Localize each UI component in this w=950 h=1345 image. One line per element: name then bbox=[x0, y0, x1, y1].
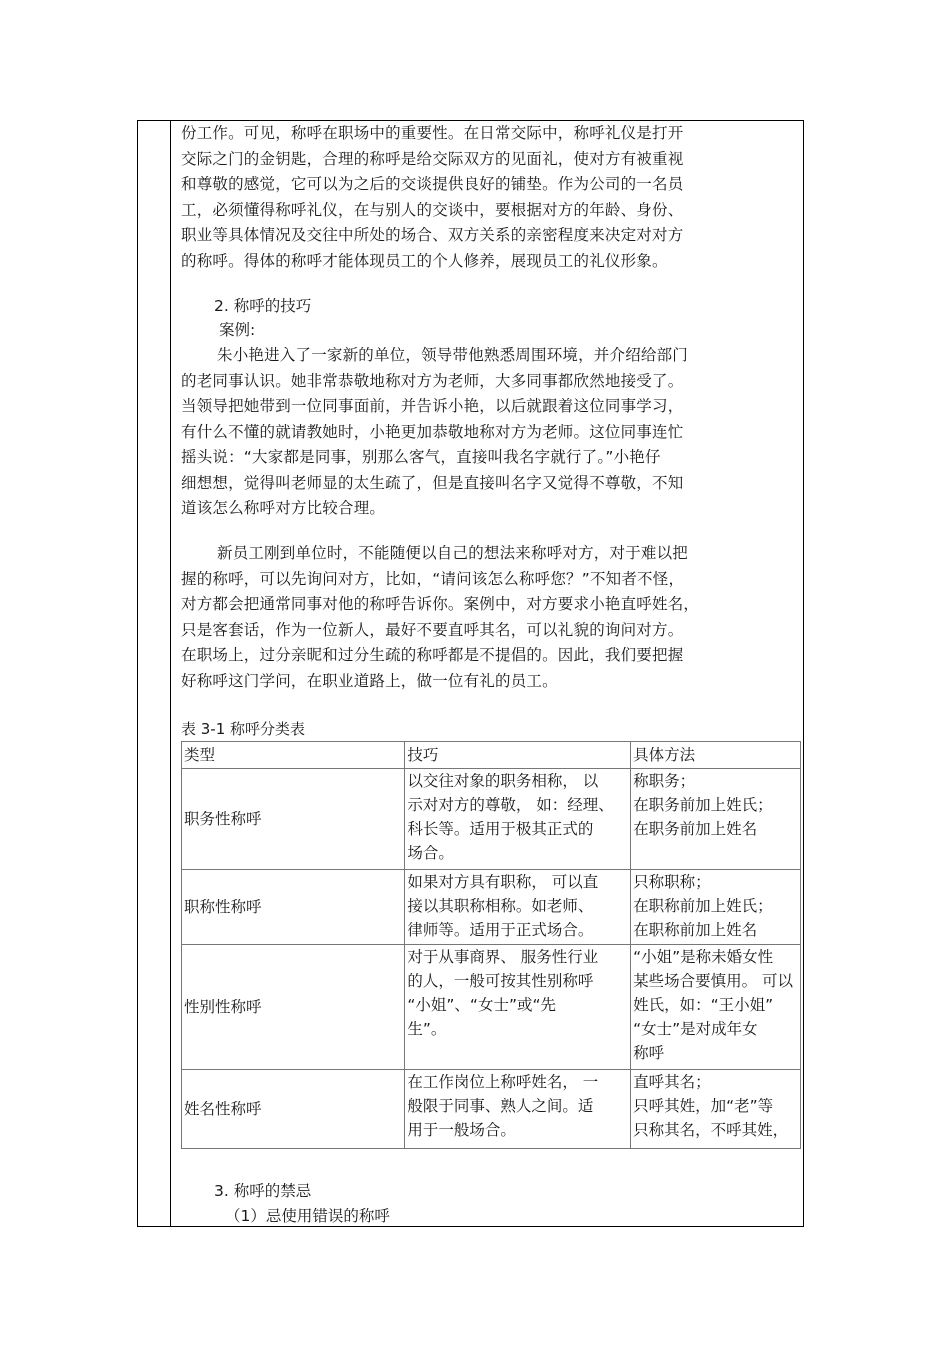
cell-method bbox=[631, 945, 801, 1070]
cell-line: 在工作岗位上称呼姓名， 一 bbox=[407, 1073, 599, 1091]
cell-method bbox=[631, 769, 801, 870]
analysis-paragraph bbox=[181, 541, 761, 694]
section-2-heading: 2. 称呼的技巧 bbox=[214, 297, 312, 315]
cell-line: 生”。 bbox=[407, 1020, 447, 1038]
document-frame bbox=[137, 120, 804, 1227]
analysis-line: 握的称呼，可以先询问对方，比如，“请问该怎么称呼您？”不知者不怪， bbox=[181, 569, 685, 588]
case-line: 当领导把她带到一位同事面前，并告诉小艳，以后就跟着这位同事学习， bbox=[181, 397, 684, 415]
analysis-line: 新员工刚到单位时，不能随便以自己的想法来称呼对方，对于难以把 bbox=[217, 544, 689, 562]
intro-line: 职业等具体情况及交往中所处的场合、双方关系的亲密程度来决定对对方 bbox=[181, 226, 684, 244]
analysis-line: 对方都会把通常同事对他的称呼告诉你。案例中，对方要求小艳直呼姓名， bbox=[181, 595, 700, 613]
section-3-subheading: （1）忌使用错误的称呼 bbox=[225, 1207, 390, 1225]
intro-paragraph bbox=[181, 121, 761, 274]
cell-line: 用于一般场合。 bbox=[407, 1121, 516, 1139]
cell-line: 如果对方具有职称， 可以直 bbox=[407, 873, 599, 891]
cell-line: 的人，一般可按其性别称呼 bbox=[407, 972, 594, 990]
cell-line: 只呼其姓，加“老”等 bbox=[633, 1097, 774, 1115]
cell-line: 场合。 bbox=[407, 844, 454, 862]
case-line: 有什么不懂的就请教她时，小艳更加恭敬地称对方为老师。这位同事连忙 bbox=[181, 422, 684, 441]
case-line: 朱小艳进入了一家新的单位，领导带他熟悉周围环境，并介绍给部门 bbox=[217, 346, 689, 364]
header-skill: 技巧 bbox=[405, 742, 631, 769]
cell-method bbox=[631, 870, 801, 945]
table-row bbox=[182, 870, 801, 945]
cell-line: 以交往对象的职务相称， 以 bbox=[407, 772, 599, 790]
cell-line: 科长等。适用于极其正式的 bbox=[407, 820, 594, 838]
header-type: 类型 bbox=[182, 742, 405, 769]
cell-line: 接以其职称相称。如老师、 bbox=[407, 897, 594, 915]
cell-line: 称职务； bbox=[633, 772, 696, 790]
cell-line: 称呼 bbox=[633, 1044, 665, 1062]
cell-line: “小姐”是称未婚女性 bbox=[633, 948, 774, 966]
intro-line: 份工作。可见，称呼在职场中的重要性。在日常交际中，称呼礼仪是打开 bbox=[181, 124, 684, 142]
left-margin-column bbox=[138, 121, 171, 1226]
intro-line: 交际之门的金钥匙，合理的称呼是给交际双方的见面礼，使对方有被重视 bbox=[181, 149, 684, 168]
cell-line: “女士”是对成年女 bbox=[633, 1020, 758, 1038]
cell-type: 姓名性称呼 bbox=[182, 1070, 405, 1149]
cell-line: 示对对方的尊敬， 如：经理、 bbox=[407, 796, 614, 814]
cell-line: 对于从事商界、 服务性行业 bbox=[407, 948, 599, 966]
cell-line: 姓氏，如：“王小姐” bbox=[633, 996, 774, 1014]
cell-line: 只称职称； bbox=[633, 873, 711, 891]
cell-skill bbox=[405, 1070, 631, 1149]
cell-line: 直呼其名； bbox=[633, 1073, 711, 1091]
table-header-row bbox=[182, 742, 801, 769]
table-row bbox=[182, 945, 801, 1070]
cell-line: 某些场合要慎用。 可以 bbox=[633, 972, 794, 990]
table-row bbox=[182, 769, 801, 870]
cell-line: 律师等。适用于正式场合。 bbox=[407, 921, 594, 939]
cell-skill bbox=[405, 945, 631, 1070]
case-line: 细想想，觉得叫老师显的太生疏了，但是直接叫名字又觉得不尊敬，不知 bbox=[181, 473, 684, 492]
analysis-line: 在职场上，过分亲昵和过分生疏的称呼都是不提倡的。因此，我们要把握 bbox=[181, 646, 684, 664]
intro-line: 和尊敬的感觉，它可以为之后的交谈提供良好的铺垫。作为公司的一名员 bbox=[181, 175, 684, 193]
cell-line: 在职称前加上姓名 bbox=[633, 921, 758, 939]
cell-line: 在职务前加上姓名 bbox=[633, 820, 758, 838]
case-line: 道该怎么称呼对方比较合理。 bbox=[181, 499, 386, 517]
section-3-heading: 3. 称呼的禁忌 bbox=[214, 1182, 312, 1200]
cell-line: 只称其名，不呼其姓， bbox=[633, 1121, 789, 1139]
case-paragraph bbox=[181, 343, 761, 522]
case-label: 案例: bbox=[219, 321, 256, 339]
cell-line: “小姐”、“女士”或“先 bbox=[407, 996, 557, 1014]
cell-skill bbox=[405, 769, 631, 870]
table-caption: 表 3-1 称呼分类表 bbox=[181, 720, 306, 738]
intro-line: 工，必须懂得称呼礼仪，在与别人的交谈中，要根据对方的年龄、身份、 bbox=[181, 200, 684, 219]
address-classification-table bbox=[181, 741, 801, 1149]
cell-line: 在职称前加上姓氏； bbox=[633, 897, 773, 915]
case-line: 摇头说：“大家都是同事，别那么客气，直接叫我名字就行了。”小艳仔 bbox=[181, 448, 661, 466]
cell-type: 职称性称呼 bbox=[182, 870, 405, 945]
analysis-line: 好称呼这门学问，在职业道路上，做一位有礼的员工。 bbox=[181, 671, 558, 690]
cell-line: 般限于同事、熟人之间。适 bbox=[407, 1097, 594, 1115]
intro-line: 的称呼。得体的称呼才能体现员工的个人修养，展现员工的礼仪形象。 bbox=[181, 251, 668, 270]
cell-type: 职务性称呼 bbox=[182, 769, 405, 870]
analysis-line: 只是客套话，作为一位新人，最好不要直呼其名，可以礼貌的询问对方。 bbox=[181, 620, 684, 639]
cell-method bbox=[631, 1070, 801, 1149]
table-row bbox=[182, 1070, 801, 1149]
header-method: 具体方法 bbox=[631, 742, 801, 769]
cell-type: 性别性称呼 bbox=[182, 945, 405, 1070]
cell-line: 在职务前加上姓氏； bbox=[633, 796, 773, 814]
case-line: 的老同事认识。她非常恭敬地称对方为老师，大多同事都欣然地接受了。 bbox=[181, 371, 684, 390]
cell-skill bbox=[405, 870, 631, 945]
